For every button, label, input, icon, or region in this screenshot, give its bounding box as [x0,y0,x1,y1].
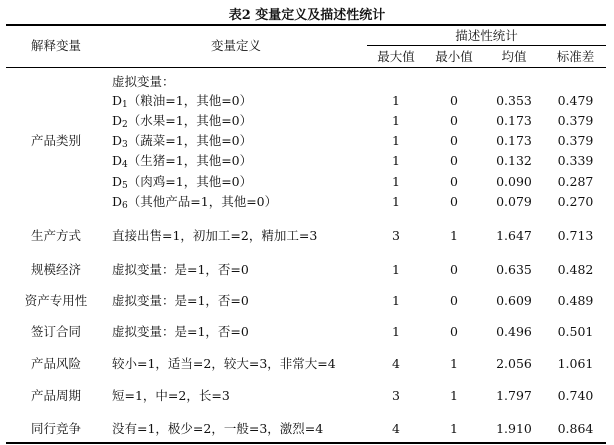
cell-max: 1 [392,133,400,148]
dummy-subscript: 4 [122,160,128,170]
cell-min: 0 [450,194,458,209]
dummy-subscript: 5 [122,181,128,191]
cell-min: 0 [450,174,458,189]
variable-definition: 没有=1，极少=2，一般=3，激烈=4 [112,421,324,436]
cell-max: 4 [392,356,400,371]
cell-mean: 0.132 [496,153,532,168]
cell-sd: 0.864 [557,421,594,436]
cell-mean: 0.496 [496,324,532,339]
variable-definition: 直接出售=1，初加工=2，精加工=3 [112,228,318,243]
cell-min: 0 [450,113,458,128]
variable-name: 同行竞争 [30,421,81,436]
variable-name: 产品风险 [30,356,81,371]
header-desc-stats: 描述性统计 [455,28,518,43]
dummy-subscript: 3 [122,140,128,150]
dummy-text: （粮油=1，其他=0） [127,93,253,108]
cell-min: 0 [450,262,458,277]
header-max: 最大值 [377,49,415,64]
cell-min: 1 [450,356,458,371]
variable-definition: 短=1，中=2，长=3 [112,388,230,403]
cell-sd: 0.379 [557,133,594,148]
dummy-definition [112,93,252,113]
cell-sd: 0.501 [557,324,594,339]
cell-min: 1 [450,388,458,403]
cell-sd: 0.713 [557,228,594,243]
cell-mean: 2.056 [496,356,532,371]
cell-sd: 0.482 [557,262,594,277]
cell-sd: 0.379 [557,113,594,128]
header-min: 最小值 [435,49,473,64]
cell-mean: 0.635 [496,262,532,277]
cell-mean: 1.647 [496,228,532,243]
cell-mean: 0.079 [496,194,532,209]
cell-mean: 0.173 [496,133,532,148]
variable-name: 资产专用性 [24,293,88,308]
cell-max: 1 [392,113,400,128]
header-sd: 标准差 [556,49,595,64]
variable-definition: 虚拟变量：是=1，否=0 [112,262,249,277]
cell-max: 1 [392,153,400,168]
dummy-definition [112,194,277,214]
cell-mean: 0.609 [496,293,532,308]
variable-name: 规模经济 [30,262,81,277]
dummy-symbol: D [112,133,123,148]
cell-min: 0 [450,293,458,308]
cell-max: 3 [392,228,400,243]
cell-max: 4 [392,421,400,436]
product-intro: 虚拟变量： [112,74,175,89]
header-mean: 均值 [501,49,527,64]
dummy-text: （肉鸡=1，其他=0） [127,174,253,189]
dummy-symbol: D [112,153,123,168]
cell-min: 1 [450,421,458,436]
dummy-subscript: 1 [122,100,128,110]
cell-min: 0 [450,93,458,108]
cell-max: 1 [392,174,400,189]
dummy-text: （生猪=1，其他=0） [127,153,253,168]
cell-max: 1 [392,293,400,308]
variable-name: 生产方式 [30,228,81,243]
cell-sd: 0.270 [557,194,594,209]
cell-mean: 0.090 [496,174,532,189]
cell-max: 3 [392,388,400,403]
cell-mean: 1.797 [496,388,532,403]
dummy-definition [112,133,252,153]
cell-sd: 0.740 [557,388,594,403]
cell-min: 0 [450,133,458,148]
cell-max: 1 [392,262,400,277]
dummy-symbol: D [112,174,123,189]
cell-max: 1 [392,324,400,339]
top-rule [6,24,606,26]
header-rule [6,67,606,68]
dummy-definition [112,174,252,194]
cell-sd: 1.061 [557,356,594,371]
dummy-text: （其他产品=1，其他=0） [127,194,278,209]
dummy-subscript: 6 [122,201,128,211]
variable-definition: 虚拟变量：是=1，否=0 [112,293,249,308]
header-variable: 解释变量 [30,38,81,53]
variable-definition: 较小=1，适当=2，较大=3，非常大=4 [112,356,336,371]
dummy-definition [112,113,252,133]
cell-sd: 0.339 [557,153,594,168]
variable-name: 产品类别 [30,133,81,148]
cell-max: 1 [392,194,400,209]
cell-sd: 0.489 [557,293,594,308]
cell-mean: 1.910 [496,421,532,436]
cell-max: 1 [392,93,400,108]
cell-sd: 0.287 [557,174,594,189]
header-definition: 变量定义 [210,38,261,53]
cell-mean: 0.173 [496,113,532,128]
dummy-symbol: D [112,93,123,108]
variable-definition: 虚拟变量：是=1，否=0 [112,324,249,339]
bottom-rule [6,442,606,444]
group-underline [367,45,606,46]
dummy-text: （水果=1，其他=0） [127,113,253,128]
dummy-symbol: D [112,194,123,209]
variable-name: 产品周期 [30,388,81,403]
cell-mean: 0.353 [496,93,532,108]
variable-name: 签订合同 [30,324,81,339]
dummy-definition [112,153,252,173]
table-title: 表2 变量定义及描述性统计 [228,8,386,23]
dummy-symbol: D [112,113,123,128]
cell-min: 1 [450,228,458,243]
cell-min: 0 [450,324,458,339]
dummy-text: （蔬菜=1，其他=0） [127,133,253,148]
cell-sd: 0.479 [557,93,594,108]
dummy-subscript: 2 [122,120,128,130]
cell-min: 0 [450,153,458,168]
